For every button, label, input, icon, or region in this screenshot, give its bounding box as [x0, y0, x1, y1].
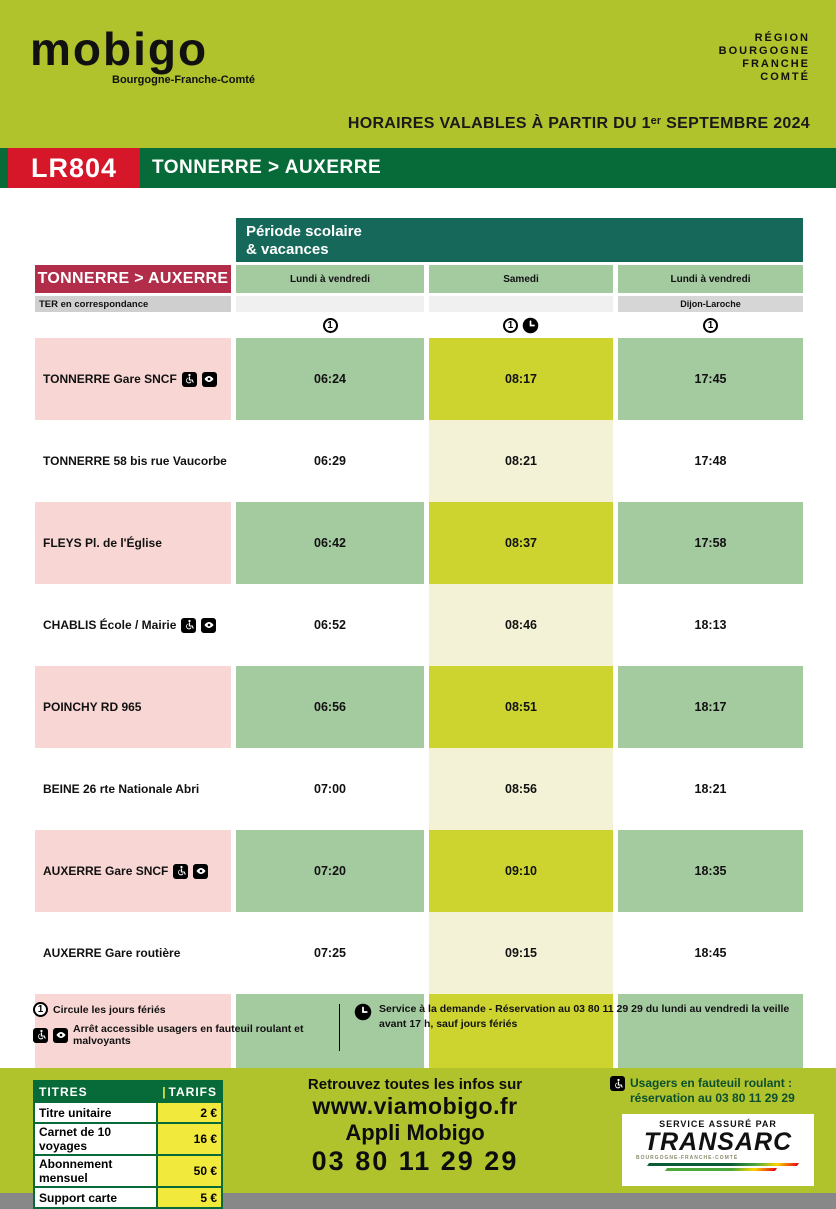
wheelchair-icon — [181, 618, 196, 633]
legend-left — [33, 1002, 333, 1053]
time-cell: 08:51 — [429, 666, 613, 748]
provider-name: TRANSARC — [643, 1128, 793, 1156]
time-cell: 08:37 — [429, 502, 613, 584]
timetable — [35, 218, 803, 1002]
line-name: TONNERRE > AUXERRE — [152, 157, 382, 178]
provider-label: SERVICE ASSURÉ PAR — [659, 1119, 777, 1129]
note-markers — [429, 314, 613, 336]
line-band — [0, 148, 836, 188]
tariffs-header-titres: TITRES — [34, 1081, 157, 1102]
region-logo-line: FRANCHE — [742, 58, 810, 70]
time-cell: 07:00 — [236, 748, 424, 830]
time-cell: 18:35 — [618, 830, 803, 912]
column-header: Lundi à vendredi — [618, 265, 803, 293]
wheelchair-reservation-note: Usagers en fauteuil roulant : réservation au 03 80 11 29 29 — [610, 1076, 825, 1106]
legend — [33, 1002, 811, 1053]
validity-date: HORAIRES VALABLES À PARTIR DU 1ᵉʳ SEPTEMBRE 2024 — [347, 115, 810, 132]
on-demand-clock-icon — [522, 317, 539, 334]
transarc-logo — [622, 1114, 814, 1186]
note-markers — [236, 314, 424, 336]
ter-label: TER en correspondance — [35, 296, 231, 312]
time-cell: 18:13 — [618, 584, 803, 666]
region-logo-line: RÉGION — [754, 32, 810, 44]
time-cell: 07:20 — [236, 830, 424, 912]
stop-name-cell: FLEYS Pl. de l'Église — [35, 502, 231, 584]
note-1-icon: 1 — [503, 318, 518, 333]
time-cell: 17:45 — [618, 338, 803, 420]
provider-subtitle: BOURGOGNE-FRANCHE-COMTÉ — [636, 1155, 739, 1161]
ter-row — [35, 296, 803, 312]
time-cell: 08:46 — [429, 584, 613, 666]
period-header: Période scolaire & vacances — [236, 218, 803, 262]
table-row — [35, 420, 803, 502]
visually-impaired-icon — [201, 618, 216, 633]
stop-name-cell: AUXERRE Gare SNCF — [35, 830, 231, 912]
region-logo — [719, 32, 810, 84]
table-row — [35, 912, 803, 994]
day-header-row — [35, 265, 803, 293]
visually-impaired-icon — [202, 372, 217, 387]
legend-divider — [339, 1004, 340, 1051]
footer-contact — [250, 1076, 580, 1177]
region-logo-line: BOURGOGNE — [718, 45, 810, 57]
footer-banner — [0, 1068, 836, 1205]
tariff-row: Abonnement mensuel 50 € — [34, 1155, 222, 1187]
stop-name-cell: TONNERRE 58 bis rue Vaucorbe — [35, 420, 231, 502]
note-1-icon: 1 — [323, 318, 338, 333]
time-cell: 07:25 — [236, 912, 424, 994]
table-row — [35, 666, 803, 748]
period-header-row — [35, 218, 803, 262]
stop-name-cell: CHABLIS École / Mairie — [35, 584, 231, 666]
ter-cell — [236, 296, 424, 312]
tariff-row: Titre unitaire 2 € — [34, 1102, 222, 1123]
header-banner — [0, 0, 836, 148]
time-cell: 08:21 — [429, 420, 613, 502]
legend-on-demand: Service à la demande - Réservation au 03 80 11 29 29 du lundi au vendredi la veille avant 17 h, sauf jours fériés — [354, 1002, 811, 1053]
tariff-row: Support carte 5 € — [34, 1187, 222, 1208]
time-cell: 17:58 — [618, 502, 803, 584]
column-header: Lundi à vendredi — [236, 265, 424, 293]
legend-circulation: 1 Circule les jours fériés — [33, 1002, 333, 1017]
wheelchair-icon — [33, 1028, 48, 1043]
wheelchair-icon — [610, 1076, 625, 1091]
visually-impaired-icon — [193, 864, 208, 879]
tariffs-header-tarifs: | TARIFS — [157, 1081, 222, 1102]
stop-name-cell: POINCHY RD 965 — [35, 666, 231, 748]
footer-right — [610, 1076, 825, 1186]
mobigo-tagline: Bourgogne-Franche-Comté — [112, 74, 255, 86]
time-cell: 09:10 — [429, 830, 613, 912]
time-cell: 06:56 — [236, 666, 424, 748]
footer-app: Appli Mobigo — [345, 1120, 485, 1145]
stop-name-cell: AUXERRE Gare routière — [35, 912, 231, 994]
time-cell: 17:48 — [618, 420, 803, 502]
direction-header: TONNERRE > AUXERRE — [35, 265, 231, 293]
table-row — [35, 338, 803, 420]
visually-impaired-icon — [53, 1028, 68, 1043]
note-markers — [618, 314, 803, 336]
time-cell: 08:56 — [429, 748, 613, 830]
time-cell: 06:42 — [236, 502, 424, 584]
table-row — [35, 748, 803, 830]
tariff-row: Carnet de 10 voyages 16 € — [34, 1123, 222, 1155]
column-header: Samedi — [429, 265, 613, 293]
time-cell: 09:15 — [429, 912, 613, 994]
footer-website: www.viamobigo.fr — [312, 1093, 518, 1119]
on-demand-clock-icon — [354, 1003, 372, 1021]
time-cell: 18:21 — [618, 748, 803, 830]
footer-info-line: Retrouvez toutes les infos sur — [307, 1076, 523, 1093]
transarc-swoosh — [648, 1163, 804, 1171]
time-cell: 18:17 — [618, 666, 803, 748]
ter-cell — [429, 296, 613, 312]
wheelchair-icon — [182, 372, 197, 387]
note-1-icon: 1 — [33, 1002, 48, 1017]
mobigo-logo: mobigo — [30, 23, 209, 75]
time-cell: 06:24 — [236, 338, 424, 420]
stop-name-cell: BEINE 26 rte Nationale Abri — [35, 748, 231, 830]
time-cell: 06:29 — [236, 420, 424, 502]
region-logo-line: COMTÉ — [760, 71, 810, 83]
table-row — [35, 584, 803, 666]
note-1-icon: 1 — [703, 318, 718, 333]
line-code-badge: LR804 — [8, 148, 140, 188]
table-row — [35, 502, 803, 584]
legend-accessibility: Arrêt accessible usagers en fauteuil roulant et malvoyants — [33, 1023, 333, 1047]
table-row — [35, 830, 803, 912]
time-cell: 18:45 — [618, 912, 803, 994]
footer-phone: 03 80 11 29 29 — [311, 1146, 519, 1176]
time-cell: 06:52 — [236, 584, 424, 666]
time-cell: 08:17 — [429, 338, 613, 420]
tariffs-table — [33, 1080, 223, 1209]
stop-name-cell: TONNERRE Gare SNCF — [35, 338, 231, 420]
ter-connection: Dijon-Laroche — [618, 296, 803, 312]
wheelchair-icon — [173, 864, 188, 879]
note-marker-row — [35, 314, 803, 336]
clipped-table-row — [35, 994, 803, 1002]
